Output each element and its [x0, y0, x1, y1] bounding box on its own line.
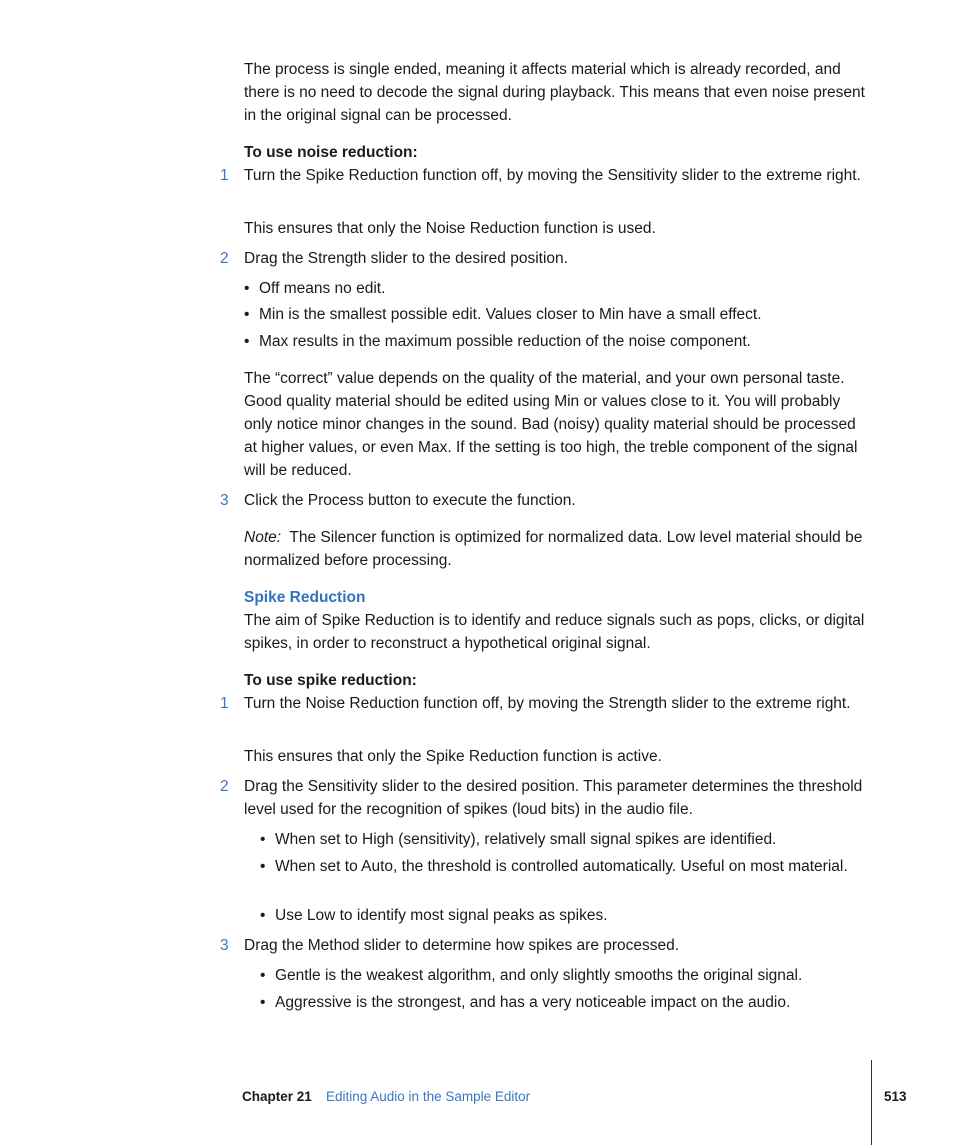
list-item: • When set to High (sensitivity), relatively small signal spikes are identified. [260, 828, 860, 851]
step-number: 3 [220, 492, 229, 509]
spike-task-heading: To use spike reduction: [244, 672, 417, 689]
step-number: 2 [220, 778, 229, 795]
step-text: Click the Process button to execute the function. [244, 492, 576, 509]
spike-step-1-result: This ensures that only the Spike Reduction function is active. [244, 748, 662, 765]
page-number: 513 [884, 1089, 907, 1104]
bullet-icon: • [260, 994, 266, 1011]
bullet-icon: • [244, 333, 250, 350]
note-text: The Silencer function is optimized for normalized data. Low level material should be normalized before processing. [244, 529, 863, 569]
footer-chapter-title: Editing Audio in the Sample Editor [326, 1089, 531, 1104]
spike-intro-paragraph: The aim of Spike Reduction is to identify and reduce signals such as pops, clicks, or digital spikes, in order to reconstruct a hypothetical original signal. [244, 612, 865, 652]
bullet-icon: • [260, 907, 266, 924]
note-paragraph [244, 526, 872, 572]
spike-step-3 [220, 934, 872, 957]
step-number: 1 [220, 167, 229, 184]
bullet-icon: • [260, 858, 266, 875]
noise-step-2 [220, 247, 872, 270]
step-number: 3 [220, 937, 229, 954]
step-text: Turn the Spike Reduction function off, by moving the Sensitivity slider to the extreme right. [244, 167, 861, 184]
correct-value-paragraph: The “correct” value depends on the quality of the material, and your own personal taste. Good quality material should be edited using Min or values close to it. You will probably only notice minor changes in the sound. Bad (noisy) quality material should be processed at higher values, or even Max. If the setting is too high, the treble component of the signal will be reduced. [244, 370, 858, 479]
bullet-icon: • [260, 967, 266, 984]
step-text: Drag the Method slider to determine how spikes are processed. [244, 937, 680, 954]
step-text: Turn the Noise Reduction function off, by moving the Strength slider to the extreme right. [244, 695, 851, 712]
footer-divider [871, 1060, 872, 1145]
noise-task-heading: To use noise reduction: [244, 144, 418, 161]
noise-step-3 [220, 489, 872, 512]
list-item: • Off means no edit. [244, 277, 864, 300]
step-text: Drag the Strength slider to the desired position. [244, 250, 568, 267]
bullet-icon: • [244, 306, 250, 323]
footer-chapter-label: Chapter 21 [242, 1089, 312, 1104]
list-item: • Max results in the maximum possible reduction of the noise component. [244, 330, 864, 353]
step-number: 2 [220, 250, 229, 267]
step-number: 1 [220, 695, 229, 712]
note-label: Note: [244, 529, 282, 546]
list-item: • Gentle is the weakest algorithm, and only slightly smooths the original signal. [260, 964, 860, 987]
list-item: • Aggressive is the strongest, and has a very noticeable impact on the audio. [260, 991, 860, 1014]
bullet-icon: • [244, 280, 250, 297]
bullet-icon: • [260, 831, 266, 848]
list-item: • When set to Auto, the threshold is controlled automatically. Useful on most material. [260, 855, 860, 878]
spike-step-1 [220, 692, 872, 715]
spike-section-heading: Spike Reduction [244, 589, 366, 606]
spike-step-2 [220, 775, 872, 821]
noise-step-1-result: This ensures that only the Noise Reduction function is used. [244, 220, 656, 237]
list-item: • Min is the smallest possible edit. Values closer to Min have a small effect. [244, 303, 864, 326]
noise-step-1 [220, 164, 872, 187]
step-text: Drag the Sensitivity slider to the desired position. This parameter determines the threshold level used for the recognition of spikes (loud bits) in the audio file. [244, 778, 863, 818]
intro-paragraph: The process is single ended, meaning it affects material which is already recorded, and there is no need to decode the signal during playback. This means that even noise present in the original signal can be processed. [244, 61, 865, 124]
list-item: • Use Low to identify most signal peaks as spikes. [260, 904, 860, 927]
